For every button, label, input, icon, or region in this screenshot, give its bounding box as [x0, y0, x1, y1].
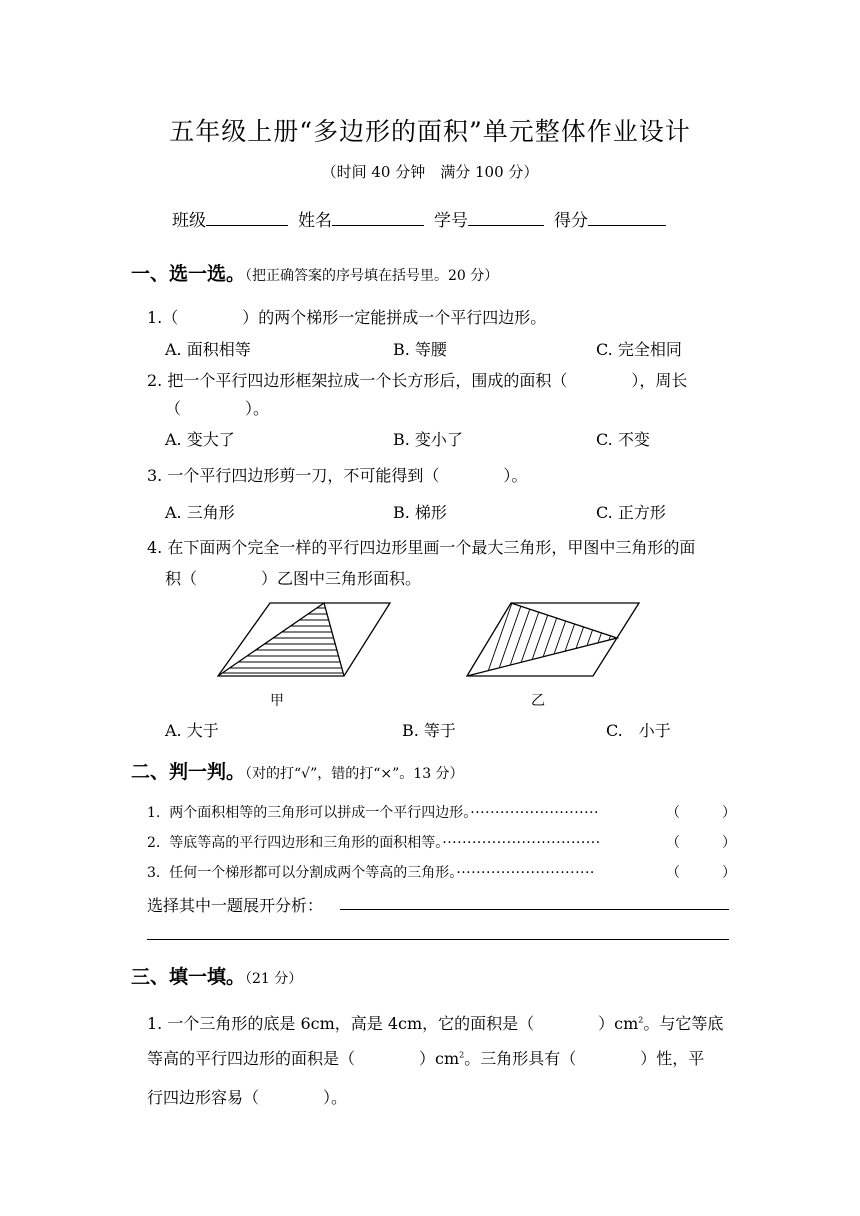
judge-answer-1[interactable]: （ ） [666, 805, 736, 821]
s1-q3-text: 3. 一个平行四边形剪一刀，不可能得到（ ）。 [147, 466, 528, 485]
judge-text: 等底等高的平行四边形和三角形的面积相等。 [169, 835, 443, 851]
s1-q1-option-c[interactable]: C. 完全相同 [596, 340, 682, 359]
section2-note: （对的打“√”，错的打“×”。13 分） [245, 766, 464, 782]
unit-superscript: 2 [638, 1015, 644, 1025]
s3-q1-line2-text: 等高的平行四边形的面积是（ ）cm [147, 1049, 460, 1068]
s1-q1-text: 1.（ ）的两个梯形一定能拼成一个平行四边形。 [147, 308, 547, 327]
class-field[interactable] [206, 207, 288, 226]
id-label: 学号 [434, 211, 468, 231]
judge-answer-3[interactable]: （ ） [666, 865, 736, 881]
s1-q4-option-b[interactable]: B. 等于 [402, 721, 456, 740]
parallelogram-figure-a [214, 600, 394, 680]
section3-note: （21 分） [245, 971, 303, 987]
section1-heading [131, 259, 498, 286]
judge-item-2 [147, 832, 601, 852]
s1-q2-option-c[interactable]: C. 不变 [596, 430, 650, 449]
s1-q2-line2: （ ）。 [165, 399, 270, 418]
s3-q1-line2 [147, 1046, 704, 1069]
s1-q1-option-b[interactable]: B. 等腰 [393, 340, 447, 359]
judge-item-3 [147, 862, 595, 882]
s1-q3-option-a[interactable]: A. 三角形 [165, 503, 235, 522]
figure-a-outline [218, 603, 390, 676]
judge-dots: ···························· [456, 865, 595, 881]
s1-q4-line2: 积（ ）乙图中三角形面积。 [165, 569, 422, 588]
unit-superscript: 2 [459, 1050, 465, 1060]
section3-title: 三、填一填。 [131, 966, 246, 988]
page-subtitle: （时间 40 分钟 满分 100 分） [321, 163, 539, 181]
s1-q1-option-a[interactable]: A. 面积相等 [165, 340, 251, 359]
section1-title: 一、选一选。 [131, 263, 246, 285]
s1-q4-line1: 4. 在下面两个完全一样的平行四边形里画一个最大三角形，甲图中三角形的面 [147, 538, 696, 557]
judge-text: 任何一个梯形都可以分割成两个等高的三角形。 [169, 865, 457, 881]
score-label: 得分 [554, 211, 588, 231]
s3-q1-line2-tail: 。三角形具有（ ）性，平 [464, 1049, 705, 1068]
judge-text: 两个面积相等的三角形可以拼成一个平行四边形。 [169, 805, 471, 821]
page-title: 五年级上册“多边形的面积”单元整体作业设计 [169, 117, 691, 146]
s1-q4-option-a[interactable]: A. 大于 [165, 721, 219, 740]
analysis-label: 选择其中一题展开分析： [147, 896, 324, 915]
parallelogram-figure-b [463, 600, 643, 680]
score-field[interactable] [588, 207, 666, 226]
analysis-line-1[interactable] [340, 909, 729, 910]
section1-note: （把正确答案的序号填在括号里。20 分） [245, 268, 499, 284]
class-label: 班级 [172, 211, 206, 231]
name-field[interactable] [332, 207, 424, 226]
judge-dots: ·························· [470, 805, 599, 821]
judge-answer-2[interactable]: （ ） [666, 835, 736, 851]
judge-dots: ································ [442, 835, 601, 851]
s1-q2-line1: 2. 把一个平行四边形框架拉成一个长方形后，围成的面积（ ），周长 [147, 371, 688, 390]
section2-title: 二、判一判。 [131, 761, 246, 783]
section2-heading [131, 757, 464, 784]
s1-q3-option-c[interactable]: C. 正方形 [596, 503, 666, 522]
s3-q1-line1 [147, 1011, 723, 1034]
student-info-row [172, 206, 676, 231]
s1-q3-option-b[interactable]: B. 梯形 [393, 503, 447, 522]
judge-num: 2. [147, 835, 161, 851]
figure-a-label: 甲 [270, 693, 284, 709]
s3-q1-line3: 行四边形容易（ ）。 [147, 1088, 348, 1107]
judge-item-1 [147, 802, 599, 822]
s1-q2-option-a[interactable]: A. 变大了 [165, 430, 235, 449]
s1-q4-option-c[interactable]: C. 小于 [606, 721, 671, 740]
s3-q1-line1-tail: 。与它等底 [643, 1014, 724, 1033]
figure-b-label: 乙 [531, 693, 545, 709]
s1-q2-option-b[interactable]: B. 变小了 [393, 430, 463, 449]
name-label: 姓名 [298, 211, 332, 231]
judge-num: 3. [147, 865, 161, 881]
section3-heading [131, 962, 302, 989]
judge-num: 1. [147, 805, 161, 821]
id-field[interactable] [468, 207, 544, 226]
s3-q1-line1-text: 1. 一个三角形的底是 6cm，高是 4cm，它的面积是（ ）cm [147, 1014, 639, 1033]
analysis-line-2[interactable] [147, 939, 729, 940]
